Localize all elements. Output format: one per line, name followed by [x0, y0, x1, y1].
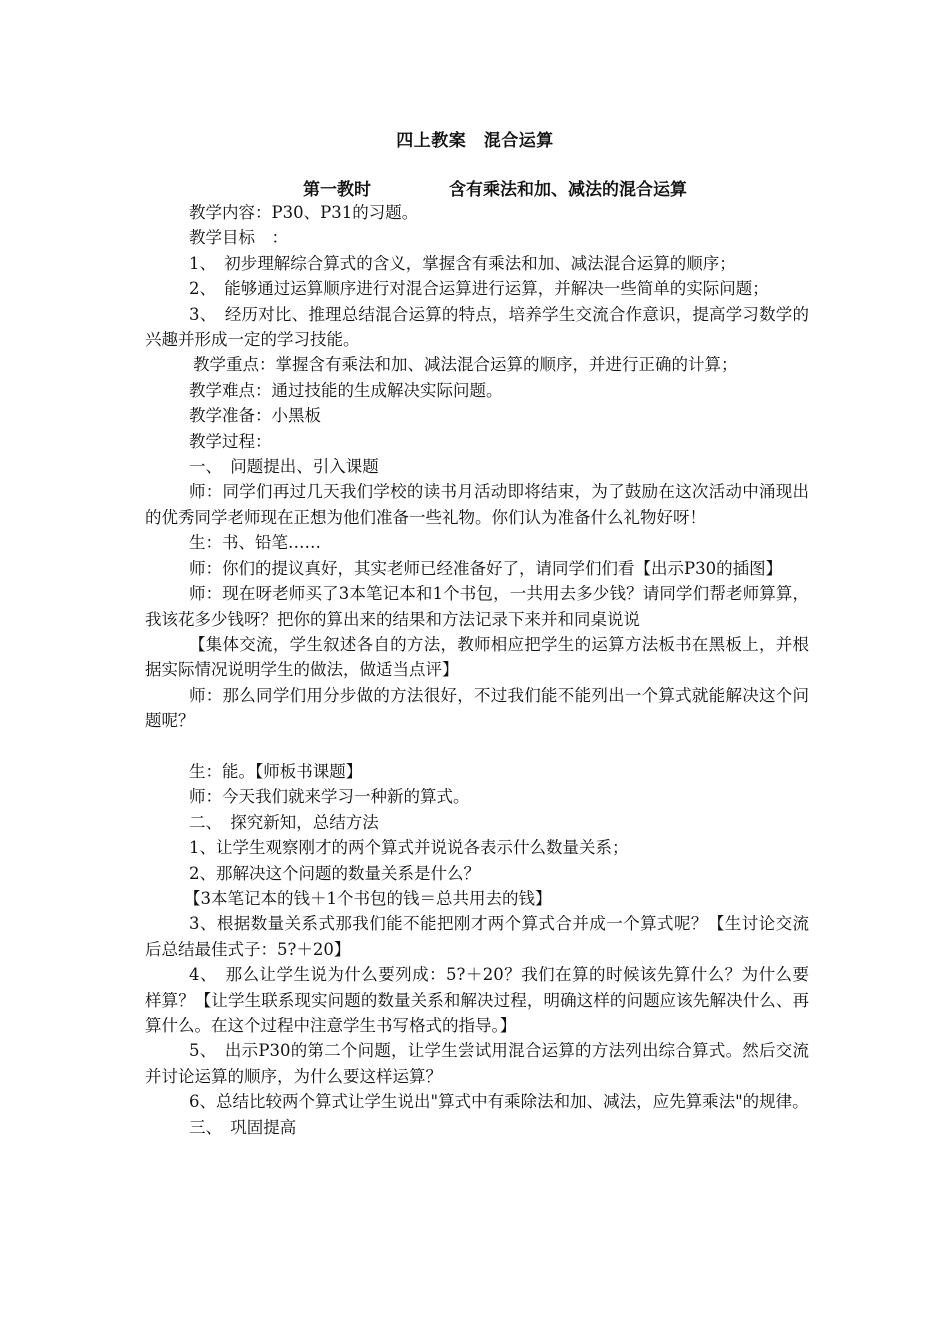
paragraph-key-point: 教学重点：掌握含有乘法和加、减法混合运算的顺序，并进行正确的计算；	[193, 355, 738, 375]
document-title: 四上教案 混合运算	[396, 131, 554, 151]
paragraph-content: 教学内容：P30、P31的习题。	[189, 203, 419, 222]
paragraph-step: 1、让学生观察刚才的两个算式并说说各表示什么数量关系；	[189, 838, 629, 858]
lesson-body	[145, 200, 809, 1140]
paragraph-note: 【集体交流，学生叙述各自的方法，教师相应把学生的运算方法板书在黑板上，并根据实际情况说明学生的做法，做适当点评】	[145, 634, 809, 680]
section-heading-2: 二、 探究新知，总结方法	[189, 812, 379, 832]
paragraph-dialogue: 生：书、铅笔……	[189, 533, 321, 553]
lesson-number: 第一教时	[303, 180, 371, 200]
paragraph-objective-1: 1、 初步理解综合算式的含义，掌握含有乘法和加、减法混合运算的顺序；	[189, 253, 736, 273]
paragraph-preparation: 教学准备：小黑板	[189, 406, 321, 426]
lesson-heading	[0, 175, 950, 200]
paragraph-difficulty: 教学难点：通过技能的生成解决实际问题。	[189, 380, 503, 400]
paragraph-step: 6、总结比较两个算式让学生说出"算式中有乘除法和加、减法，应先算乘法"的规律。	[189, 1092, 809, 1112]
paragraph-step: 2、那解决这个问题的数量关系是什么？	[189, 863, 480, 883]
paragraph-relation: 【3本笔记本的钱＋1个书包的钱＝总共用去的钱】	[184, 888, 552, 908]
paragraph-objective-2: 2、 能够通过运算顺序进行对混合运算进行运算，并解决一些简单的实际问题；	[189, 279, 769, 299]
paragraph-dialogue: 师：同学们再过几天我们学校的读书月活动即将结束，为了鼓励在这次活动中涌现出的优秀同学老师现在正想为他们准备一些礼物。你们认为准备什么礼物好呀！	[145, 482, 809, 527]
section-heading-3: 三、 巩固提高	[189, 1117, 297, 1137]
paragraph-dialogue: 师：你们的提议真好，其实老师已经准备好了，请同学们们看【出示P30的插图】	[189, 558, 783, 578]
paragraph-dialogue: 师：今天我们就来学习一种新的算式。	[189, 787, 470, 807]
paragraph-step: 3、根据数量关系式那我们能不能把刚才两个算式合并成一个算式呢？【生讨论交流后总结最佳式子：5?＋20】	[145, 914, 809, 959]
paragraph-process: 教学过程：	[189, 431, 272, 451]
paragraph-step: 4、 那么让学生说为什么要列成：5?＋20？我们在算的时候该先算什么？为什么要样算？【让学生联系现实问题的数量关系和解决过程，明确这样的问题应该先解决什么、再算什么。在这个过程中注意学生书写格式的指导。】	[145, 965, 809, 1035]
paragraph-dialogue: 师：现在呀老师买了3本笔记本和1个书包，一共用去多少钱？请同学们帮老师算算，我该花多少钱呀？把你的算出来的结果和方法记录下来并和同桌说说	[145, 584, 809, 629]
paragraph-objective-3: 3、 经历对比、推理总结混合运算的特点，培养学生交流合作意识，提高学习数学的兴趣并形成一定的学习技能。	[145, 304, 809, 350]
paragraph-step: 5、 出示P30的第二个问题，让学生尝试用混合运算的方法列出综合算式。然后交流并讨论运算的顺序，为什么要这样运算？	[145, 1041, 809, 1086]
blank-line	[145, 734, 809, 759]
lesson-topic: 含有乘法和加、减法的混合运算	[449, 180, 687, 200]
paragraph-dialogue: 生：能。【师板书课题】	[189, 761, 363, 781]
paragraph-objectives: 教学目标 ：	[189, 228, 288, 248]
section-heading-1: 一、 问题提出、引入课题	[189, 457, 379, 477]
paragraph-dialogue: 师：那么同学们用分步做的方法很好，不过我们能不能列出一个算式就能解决这个问题呢？	[145, 685, 809, 731]
